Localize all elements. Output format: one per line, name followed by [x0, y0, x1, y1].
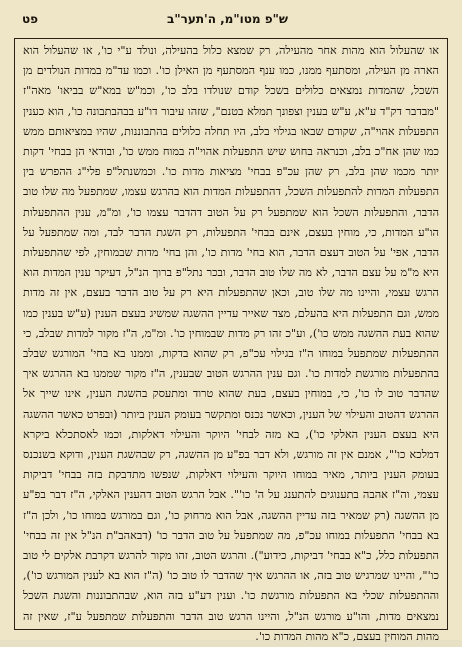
running-title: ש"פ מטו"מ, ה'תער"ב [167, 12, 288, 26]
text-frame [14, 38, 448, 643]
body-paragraph: או שהעלול הוא מהות אחר מהעילה, רק שמצא כלול בהעילה, ונולד ע"י כו', או שהעלול הוא הארה מן העילה, ומסתעף ממנו, כמו ענף המסתעף מן האילן כו'. וכמו עד"מ במדות הנולדים מן השכל, שהמדות נמצאים כלולים בשכל קודם שנולדו בלב כו', וכמ"ש במא"ש בביאו' מאה"ז "מבדבר דק"ד ע"א, ע"ש בענין וצפונך תמלא בטנם", שזהו עיבור דו"ע בבהבתבונה כו', הוא כענין התפעלות אהוי"ה, שקודם שבאו בגילוי בלב, היו תחלה כלולים בהתבוננות, שהיו במציאותם ממש כמו שהן אח"כ בלב, וכנראה בחוש שיש התפעלות אהוי"ה במוח ממש כו', ובודאי הן בבחי' דקות יותר מכמו שהן בלב, רק שהן עכ"פ בבחי' מציאות מדות כו'. וכמשנתל"פ פלי"ג ההפרש בין התפעלות המדות להתפעלות השכל, דהתפעלות המדות הוא בהרגש עצמו, שמתפעל מה שלו טוב הדבר, והתפעלות השכל הוא שמתפעל רק על הטוב דהדבר עצמו כו', ומ"מ, ענין ההתפעלות הו"ע המדות, כי, מוחין בעצם, אינם בבחי' התפעלות, רק השגת הדבר לבד, ומה שמתפעל על הדבר, אפי' על הטוב דעצם הדבר, הוא בחי' מדות כו', והן בחי' מדות שבמוחין, לפי שהתפעלות היא מ"מ על עצם הדבר, לא מה שלו טוב הדבר, ובכר נתל"פ ברוך הנ"ל, דעיקר ענין המדות הוא הרגש עצמי, והיינו מה שלו טוב, וכאן שהתפעלות היא רק על טוב הדבר בעצם, אין זה מדות ממש, וגם התפעלות היא בהעלם, מצד שאייר עדיין ההשגה שמשיג בעצם הענין (ע"ש בענין כמו שהוא בעת ההשגה ממש כו'), וע"כ זהו רק מדות שבמוחין כו'. ומ"מ, ה"ז מקור למדות שבלב, כי ההתפעלות שמתפעל במוחו ה"ז בגילוי עכ"פ, רק שהוא בדקות, וממנו בא בחי' המורגש שבלב בהתפעלות מורגשת למדות כו'. וגם ענין ההרגש הטוב שבענין, ה"ז מקור שממנו בא ההרגש איך שהדבר טוב לו כו', כי, במוחין בעצם, בעת שהוא טרוד ומתעסק בהשגת הענין, אינו שייך אל ההרגש דהטוב והעילוי של הענין, וכאשר נכנס ומתקשר בעומק הענין ביותר (ובפרט כאשר ההשגה היא בעצם הענין האלקי כו'), בא מזה לבחי' היוקר והעילוי דאלקות, וכמו לאסתכלא ביקרא דמלכא כו'", אמנם אין זה מורגש, ולא דבר בפ"ע מן ההשגה, רק שבהשגת הענין, ודוקא בשנכנס בעומק הענין ביותר, מאיר במוחו היוקר והעילוי דאלקות, שנפשו מתדבקת בזה בבחי' דביקות עצמי, וה"ז אהבה בתענוגים להתענג על ה' כו'". אבל הרגש הטוב דהענין האלקי, ה"ז דבר בפ"ע מן ההשגה (רק שמאיר בזה עדיין ההשגה, אבל הוא מרחוק כו', וגם במורגש במוחו כו', ולכן ה"ז בא בבחי' התפעלות במוחו עכ"פ, מה שמתפעל על טוב הדבר כו' (דבאהב"ת הנ"ל אין זה בבחי' התפעלות כלל, כ"א בבחי' דביקות, כידוע"). והרגש הטוב, זהו מקור להרגש דקרבת אלקים לי טוב כו'", והיינו שמרגיש טוב בזה, או ההרגש איך שהדבר לו טוב כו' (ה"ז הוא בא לענין המורגש כו'), וההתפעלות שכלי בא התפעלות מורגשת כו'. וענין דע"ע בזה הוא, שבהתבוננות והשגת השכל נמצאים מדות, והו"ע מורגש הנ"ל, והיינו הרגש טוב הדבר והתפעלות שמתפעל ע"ז, שאין זה מהות המוחין בעצם, כ"א מהות המדות כו'. [23, 44, 439, 643]
body-text-block [23, 41, 439, 643]
page-header [22, 10, 440, 30]
page-number: פט [22, 12, 39, 26]
